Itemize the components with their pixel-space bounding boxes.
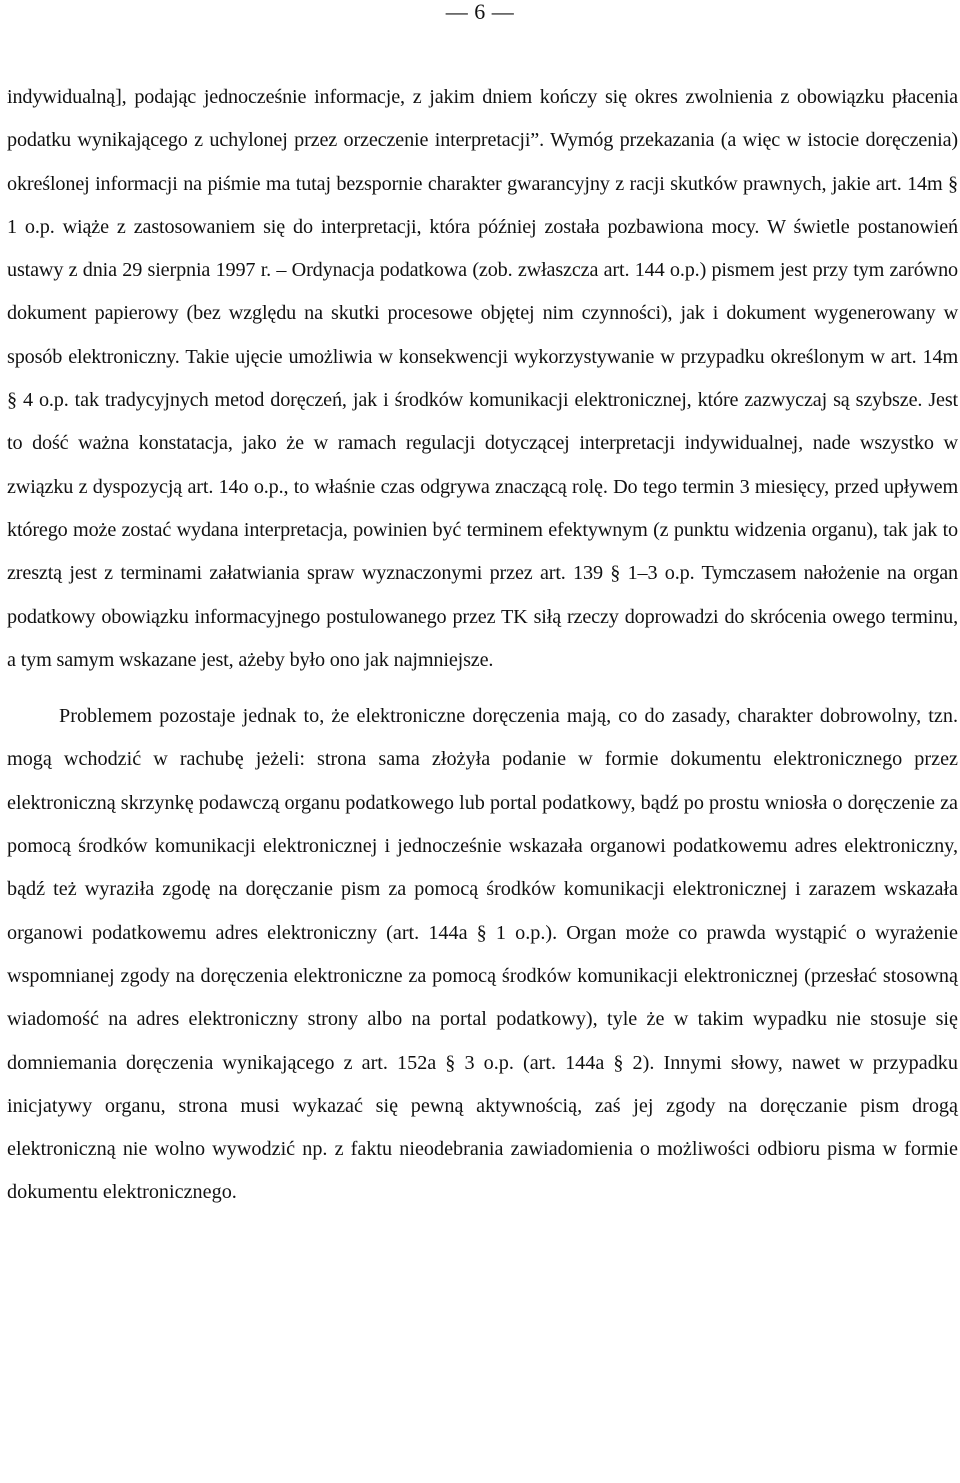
paragraph-problem: Problemem pozostaje jednak to, że elektroniczne doręczenia mają, co do zasady, charakter dobrowolny, tzn. mogą wchodzić w rachubę jeżeli: strona sama złożyła podanie w formie dokumentu elektronicznego przez elektroniczną skrzynkę podawczą organu podatkowego lub portal podatkowy, bądź po prostu wniosła o doręczenie za pomocą środków komunikacji elektronicznej i jednocześnie wskazała organowi podatkowemu adres elektroniczny, bądź też wyraziła zgodę na doręczanie pism za pomocą środków komunikacji elektronicznej i zarazem wskazała organowi podatkowemu adres elektroniczny (art. 144a § 1 o.p.). Organ może co prawda wystąpić o wyrażenie wspomnianej zgody na doręczenia elektroniczne za pomocą środków komunikacji elektronicznej (przesłać stosowną wiadomość na adres elektroniczny strony albo na portal podatkowy), tyle że w takim wypadku nie stosuje się domniemania doręczenia wynikającego z art. 152a § 3 o.p. (art. 144a § 2). Innymi słowy, nawet w przypadku inicjatywy organu, strona musi wykazać się pewną aktywnością, zaś jej zgody na doręczanie pism drogą elektroniczną nie wolno wywodzić np. z faktu nieodebrania zawiadomienia o możliwości odbioru pisma w formie dokumentu elektronicznego. — [7, 705, 958, 1204]
paragraph-continuation: indywidualną], podając jednocześnie informacje, z jakim dniem kończy się okres zwolnienia z obowiązku płacenia podatku wynikającego z uchylonej przez orzeczenie interpretacji”. Wymóg przekazania (a więc w istocie doręczenia) określonej informacji na piśmie ma tutaj bezspornie charakter gwarancyjny z racji skutków prawnych, jakie art. 14m § 1 o.p. wiąże z zastosowaniem się do interpretacji, która później została pozbawiona mocy. W świetle postanowień ustawy z dnia 29 sierpnia 1997 r. – Ordynacja podatkowa (zob. zwłaszcza art. 144 o.p.) pismem jest przy tym zarówno dokument papierowy (bez względu na skutki procesowe objętej nim czynności), jak i dokument wygenerowany w sposób elektroniczny. Takie ujęcie umożliwia w konsekwencji wykorzystywanie w przypadku określonym w art. 14m § 4 o.p. tak tradycyjnych metod doręczeń, jak i środków komunikacji elektronicznej, które zazwyczaj są szybsze. Jest to dość ważna konstatacja, jako że w ramach regulacji dotyczącej interpretacji indywidualnej, nade wszystko w związku z dyspozycją art. 14o o.p., to właśnie czas odgrywa znaczącą rolę. Do tego termin 3 miesięcy, przed upływem którego może zostać wydana interpretacja, powinien być terminem efektywnym (z punktu widzenia organu), tak jak to zresztą jest z terminami załatwiania spraw wyznaczonymi przez art. 139 § 1–3 o.p. Tymczasem nałożenie na organ podatkowy obowiązku informacyjnego postulowanego przez TK siłą rzeczy doprowadzi do skrócenia owego terminu, a tym samym wskazane jest, ażeby było ono jak najmniejsze. — [7, 86, 958, 671]
document-body — [7, 76, 958, 1215]
page-number: — 6 — — [445, 0, 515, 24]
